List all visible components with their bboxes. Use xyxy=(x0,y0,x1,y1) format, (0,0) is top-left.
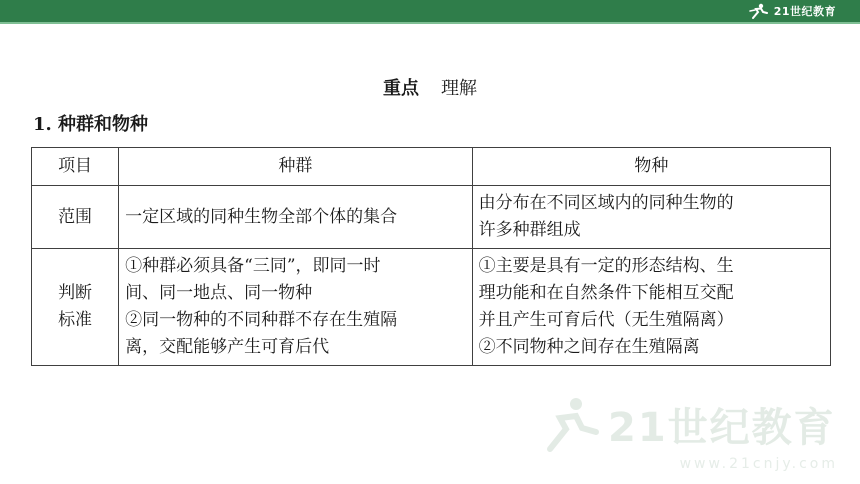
table-header-row xyxy=(32,148,831,186)
running-person-icon xyxy=(540,394,600,454)
cell-line: 许多种群组成 xyxy=(478,220,581,240)
cell-line: ②同一物种的不同种群不存在生殖隔 xyxy=(125,310,398,330)
section-title: 1. 种群和物种 xyxy=(33,114,149,135)
watermark xyxy=(540,384,840,464)
cell-line: 由分布在不同区域内的同种生物的 xyxy=(478,193,734,213)
page-heading xyxy=(0,74,860,100)
banner-accent-line xyxy=(0,22,860,24)
cell-line: ①主要是具有一定的形态结构、生 xyxy=(478,256,734,276)
species-cell xyxy=(472,186,830,249)
population-cell xyxy=(119,186,473,249)
table-row xyxy=(32,249,831,366)
cell-line: 离，交配能够产生可育后代 xyxy=(125,337,330,357)
table-row xyxy=(32,186,831,249)
row-label xyxy=(32,186,119,249)
row-label xyxy=(32,249,119,366)
comparison-table xyxy=(31,147,831,366)
cell-line: 标准 xyxy=(58,310,93,330)
cell-line: 范围 xyxy=(58,206,93,227)
brand-logo xyxy=(748,2,836,20)
header-population: 种群 xyxy=(119,148,473,186)
watermark-url: www.21cnjy.com xyxy=(679,456,838,472)
watermark-text: 21世纪教育 xyxy=(608,404,836,451)
heading-sub: 理解 xyxy=(441,78,477,99)
cell-line: 间、同一地点、同一物种 xyxy=(125,283,313,303)
running-person-icon xyxy=(748,3,770,19)
heading-key: 重点 xyxy=(383,78,419,99)
population-cell xyxy=(119,249,473,366)
cell-line: 判断 xyxy=(58,283,93,303)
species-cell xyxy=(472,249,830,366)
cell-line: ②不同物种之间存在生殖隔离 xyxy=(478,337,700,357)
cell-line: 理功能和在自然条件下能相互交配 xyxy=(478,283,734,303)
top-banner xyxy=(0,0,860,22)
cell-line: 一定区域的同种生物全部个体的集合 xyxy=(125,206,398,227)
brand-logo-text: 21世纪教育 xyxy=(773,5,836,18)
header-item: 项目 xyxy=(32,148,119,186)
cell-line: 并且产生可育后代（无生殖隔离） xyxy=(478,310,734,330)
cell-line: ①种群必须具备“三同”，即同一时 xyxy=(125,256,381,276)
header-species: 物种 xyxy=(472,148,830,186)
